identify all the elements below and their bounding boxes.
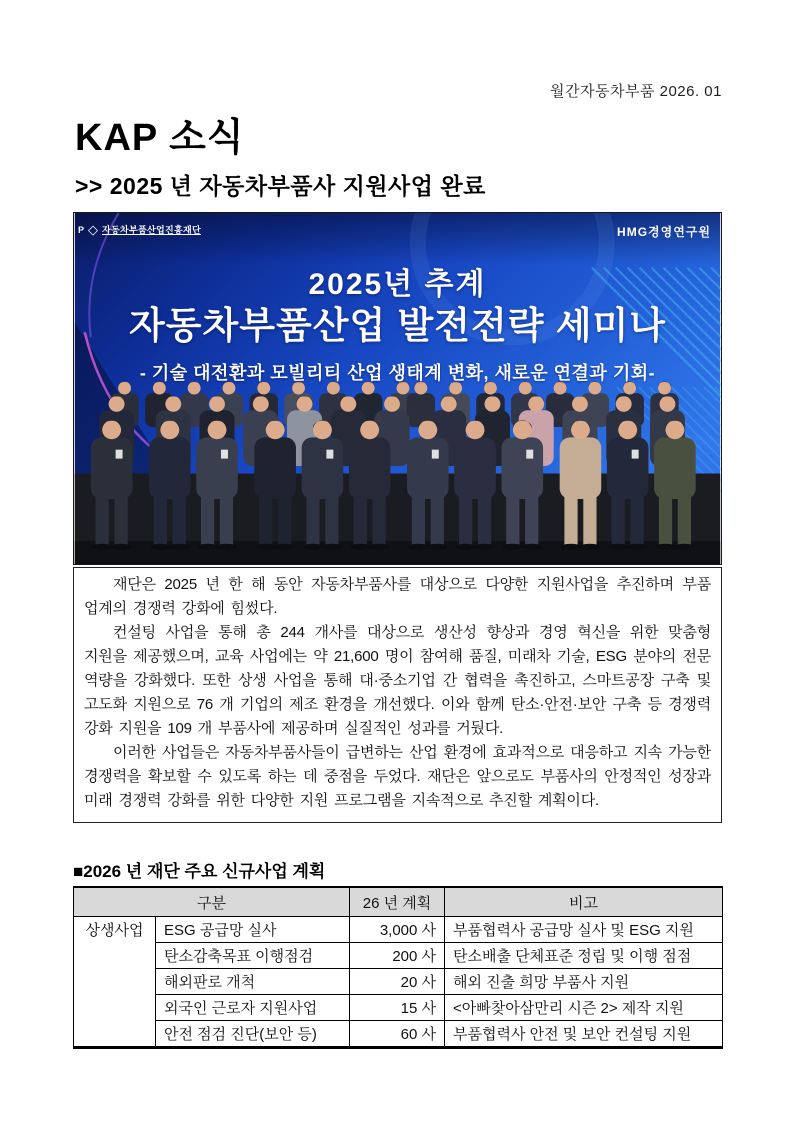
plan-table: [73, 886, 723, 1049]
cell-plan: 20 사: [350, 969, 445, 995]
hmg-logo: HMG경영연구원: [617, 225, 711, 239]
header-remark: 비고: [445, 887, 723, 917]
foundation-name: 자동차부품산업진흥재단: [102, 225, 201, 235]
diamond-logo-icon: ◇: [88, 222, 99, 237]
cell-plan: 60 사: [350, 1021, 445, 1048]
cell-item: 안전 점검 진단(보안 등): [156, 1021, 350, 1048]
cell-plan: 15 사: [350, 995, 445, 1021]
banner-subtitle: - 기술 대전환과 모빌리티 산업 생태계 변화, 새로운 연결과 기회-: [139, 363, 656, 383]
table-row: [74, 995, 723, 1021]
seminar-photo: [73, 212, 722, 565]
header-plan: 26 년 계획: [350, 887, 445, 917]
banner-title-line2: 자동차부품산업 발전전략 세미나: [129, 305, 666, 346]
logo-partial-letter: P: [78, 224, 85, 235]
article-paragraph: 재단은 2025 년 한 해 동안 자동차부품사를 대상으로 다양한 지원사업을 추진하며 부품 업계의 경쟁력 강화에 힘썼다.: [84, 576, 711, 617]
cell-remark: 해외 진출 희망 부품사 지원: [445, 969, 723, 995]
cell-plan: 200 사: [350, 943, 445, 969]
cell-remark: 부품협력사 안전 및 보안 컨설팅 지원: [445, 1021, 723, 1048]
article-body-box: [73, 567, 722, 823]
article-paragraph: 컨설팅 사업을 통해 총 244 개사를 대상으로 생산성 향상과 경영 혁신을 위한 맞춤형 지원을 제공했으며, 교육 사업에는 약 21,600 명이 참여해 품질, 미래차 기술, ESG 분야의 전문 역량을 강화했다. 또한 상생 사업을 통해 대·중소기업 간 협력을 촉진하고, 스마트공장 구축 및 고도화 지원으로 76 개 기업의 제조 환경을 개선했다. 이와 함께 탄소·안전·보안 구축 등 경쟁력 강화 지원을 109 개 부품사에 제공하며 실질적인 성과를 거뒀다.: [84, 624, 711, 737]
table-row: [74, 969, 723, 995]
cell-item: 탄소감축목표 이행점검: [156, 943, 350, 969]
table-row: [74, 943, 723, 969]
cell-remark: 부품협력사 공급망 실사 및 ESG 지원: [445, 917, 723, 943]
cell-plan: 3,000 사: [350, 917, 445, 943]
issue-label: 월간자동차부품 2026. 01: [550, 83, 722, 100]
plan-table-container: [73, 886, 722, 1049]
plan-category-cell: 상생사업: [74, 917, 156, 1048]
cell-item: 외국인 근로자 지원사업: [156, 995, 350, 1021]
cell-item: ESG 공급망 실사: [156, 917, 350, 943]
cell-remark: 탄소배출 단체표준 정립 및 이행 점점: [445, 943, 723, 969]
kap-foundation-logo: [78, 223, 201, 236]
cell-remark: <아빠찾아삼만리 시즌 2> 제작 지원: [445, 995, 723, 1021]
table-row: [74, 917, 723, 943]
header-category: 구분: [74, 887, 350, 917]
table-row: [74, 1021, 723, 1048]
cell-item: 해외판로 개척: [156, 969, 350, 995]
article-paragraph: 이러한 사업들은 자동차부품사들이 급변하는 산업 환경에 효과적으로 대응하고 지속 가능한 경쟁력을 확보할 수 있도록 하는 데 중점을 두었다. 재단은 앞으로도 부품사의 안정적인 성장과 미래 경쟁력 강화를 위한 다양한 지원 프로그램을 지속적으로 추진할 계획이다.: [84, 744, 711, 809]
page-title: KAP 소식: [75, 117, 245, 159]
article-headline: >> 2025 년 자동차부품사 지원사업 완료: [75, 173, 486, 199]
banner-title-line1: 2025년 추계: [308, 268, 487, 301]
plan-section-title: ■2026 년 재단 주요 신규사업 계획: [73, 862, 326, 881]
plan-table-header-row: [74, 887, 723, 917]
